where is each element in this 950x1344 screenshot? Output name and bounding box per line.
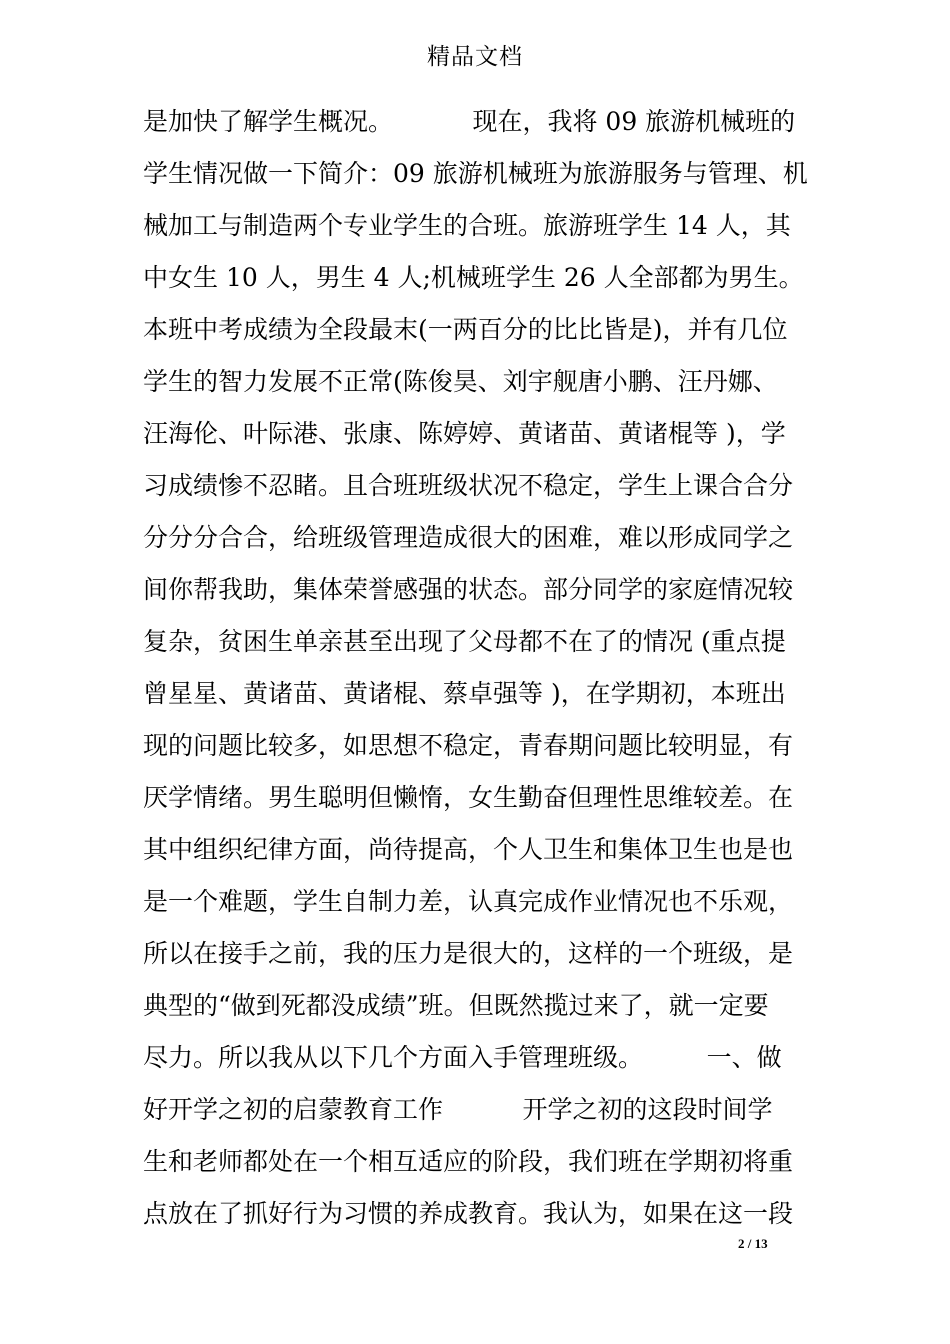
body-line: 械加工与制造两个专业学生的合班。旅游班学生 14 人，其: [143, 211, 791, 240]
body-line: 其中组织纪律方面，尚待提高，个人卫生和集体卫生也是也: [143, 835, 794, 864]
body-line: 好开学之初的启蒙教育工作 开学之初的这段时间学: [143, 1095, 773, 1124]
body-line: 尽力。所以我从以下几个方面入手管理班级。 一、做: [143, 1043, 782, 1072]
body-line: 中女生 10 人，男生 4 人;机械班学生 26 人全部都为男生。: [143, 263, 804, 292]
body-line: 汪海伦、叶际港、张康、陈婷婷、黄诸苗、黄诸棍等 )，学: [143, 419, 786, 448]
body-line: 本班中考成绩为全段最末(一两百分的比比皆是)，并有几位: [143, 315, 788, 344]
body-line: 是加快了解学生概况。 现在，我将 09 旅游机械班的: [143, 107, 796, 136]
page-number: 2 / 13: [738, 1236, 768, 1251]
page-header-title: 精品文档: [427, 44, 523, 70]
body-line: 分分分合合，给班级管理造成很大的困难，难以形成同学之: [143, 523, 794, 552]
body-line: 生和老师都处在一个相互适应的阶段，我们班在学期初将重: [143, 1147, 794, 1176]
body-line: 典型的“做到死都没成绩”班。但既然揽过来了，就一定要: [143, 991, 769, 1020]
body-line: 是一个难题，学生自制力差，认真完成作业情况也不乐观，: [143, 887, 794, 916]
body-line: 复杂，贫困生单亲甚至出现了父母都不在了的情况 (重点提: [143, 627, 786, 656]
body-line: 点放在了抓好行为习惯的养成教育。我认为，如果在这一段: [143, 1199, 794, 1228]
body-line: 厌学情绪。男生聪明但懒惰，女生勤奋但理性思维较差。在: [143, 783, 794, 812]
body-line: 曾星星、黄诸苗、黄诸棍、蔡卓强等 )，在学期初，本班出: [143, 679, 786, 708]
body-line: 学生的智力发展不正常(陈俊昊、刘宇舰唐小鹏、汪丹娜、: [143, 367, 778, 396]
body-line: 所以在接手之前，我的压力是很大的，这样的一个班级，是: [143, 939, 794, 968]
body-line: 习成绩惨不忍睹。且合班班级状况不稳定，学生上课合合分: [143, 471, 794, 500]
document-body: [143, 96, 811, 1240]
body-line: 现的问题比较多，如思想不稳定，青春期问题比较明显，有: [143, 731, 794, 760]
body-line: 间你帮我助，集体荣誉感强的状态。部分同学的家庭情况较: [143, 575, 794, 604]
body-line: 学生情况做一下简介：09 旅游机械班为旅游服务与管理、机: [143, 159, 808, 188]
